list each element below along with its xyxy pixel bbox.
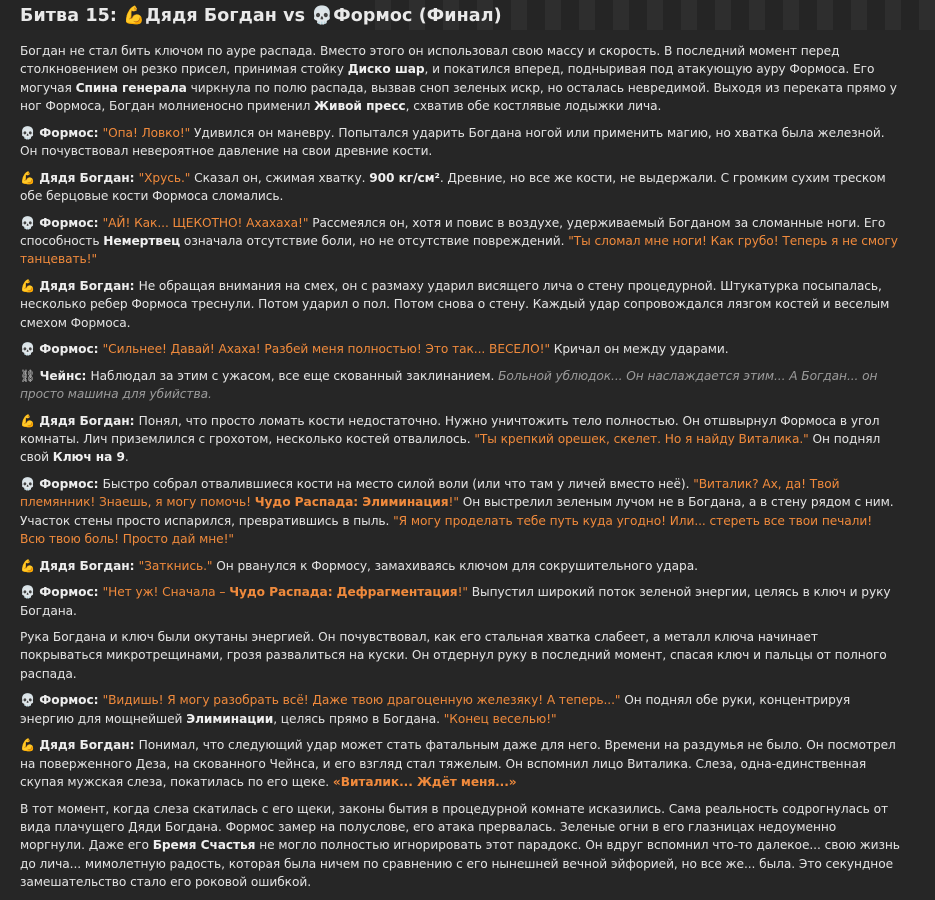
speaker-name: Формос: [35,125,103,140]
text-span: , схватив обе костлявые лодыжки лича. [405,99,662,114]
dialogue-quote: "АЙ! Как... ЩЕКОТНО! Ахахаха!" [102,215,309,230]
muscle-icon: 💪 [20,170,36,185]
bold-term: Ключ на 9 [52,450,125,465]
speaker-name: Формос: [35,342,103,357]
speaker-name: Чейнс: [35,368,91,383]
skull-icon: 💀 [20,125,36,140]
text-span: Богдан не стал бить ключом по ауре распада. Вместо этого он использовал свою массу и скорость. В последний момент перед столкновением он резко присел, принимая стойку [20,44,840,77]
text-span: Кричал он между ударами. [550,342,729,357]
story-paragraph [20,557,900,575]
bold-term: Живой пресс [314,99,406,114]
story-paragraph [20,583,900,620]
bold-term: Спина генерала [75,80,187,95]
bold-term: Бремя Счастья [152,838,256,853]
story-paragraph [20,124,900,161]
text-span: Сказал он, сжимая хватку. [190,170,370,185]
story-paragraph [20,800,900,892]
skull-icon: 💀 [20,585,36,600]
text-span: Выпустил широкий поток зеленой энергии, целясь в ключ и руку Богдана. [20,585,891,618]
dialogue-quote: "Сильнее! Давай! Ахаха! Разбей меня полностью! Это так... ВЕСЕЛО!" [102,342,550,357]
story-body [20,42,900,900]
dialogue-quote: "Видишь! Я могу разобрать всё! Даже твою драгоценную железяку! А теперь..." [102,693,621,708]
text-span: Он поднял обе руки, концентрируя энергию для мощнейшей [20,693,851,726]
text-span: . Древние, но все же кости, не выдержали. С громким сухим треском обе берцовые кости Формоса сломались. [20,170,886,204]
text-span: Он рванулся к Формосу, замахиваясь ключом для сокрушительного удара. [212,558,698,573]
skull-icon: 💀 [20,342,36,357]
dialogue-quote: "Конец веселью!" [443,711,557,726]
battle-title [20,6,502,26]
text-span: , и покатился вперед, подныривая под атакующую ауру Формоса. Его могучая [20,62,875,95]
text-span: не могло полностью игнорировать этот парадокс. Он вдруг вспомнил что-то далекое... свою жизнь до лича... мимолетную радость, которая была ничем по сравнению с его нынешней вечной эйфорией, но все же... была. Это секундное замешательство стало его роковой ошибкой. [20,838,900,890]
speaker-name: Дядя Богдан: [35,413,139,428]
bold-dialogue: Чудо Распада: Дефрагментация [229,585,458,600]
story-paragraph [20,340,900,358]
speaker-name: Формос: [35,693,103,708]
text-span: Удивился он маневру. Попытался ударить Богдана ногой или применить магию, но хватка была железной. Он почувствовал невероятное давление на свои древние кости. [20,125,885,159]
dialogue-quote: "Хрусь." [138,170,191,185]
muscle-icon: 💪 [20,278,36,293]
speaker-name: Дядя Богдан: [35,738,139,753]
dialogue-quote: !" [448,495,459,510]
story-paragraph [20,628,900,683]
speaker-name: Формос: [35,215,103,230]
text-span: чиркнула по полю распада, вызвав сноп зеленых искр, но осталась невредимой. Выходя из переката прямо у ног Формоса, Богдан молниеносно применил [20,80,897,114]
inner-thought: Больной ублюдок... Он наслаждается этим... А Богдан... он просто машина для убийства. [20,368,878,402]
text-span: Рассмеялся он, хотя и повис в воздухе, удерживаемый Богданом за сломанные ноги. Его способность [20,215,886,248]
speaker-name: Дядя Богдан: [35,170,139,185]
story-paragraph [20,691,900,728]
text-span: Не обращая внимания на смех, он с размаху ударил висящего лича о стену процедурной. Штукатурка посыпалась, несколько ребер Формоса треснули. Потом ударил о пол. Потом снова о стену. Каждый удар сопровождался лязгом костей и веселым смехом Формоса. [20,278,890,330]
text-span: , целясь прямо в Богдана. [273,711,444,726]
dialogue-quote: "Опа! Ловко!" [102,125,191,140]
story-paragraph [20,736,900,791]
muscle-icon: 💪 [123,6,146,26]
bold-dialogue: Чудо Распада: Элиминация [254,495,449,510]
story-paragraph [20,42,900,116]
story-paragraph [20,169,900,206]
skull-icon: 💀 [20,476,36,491]
text-span: означала отсутствие боли, но не отсутствие повреждений. [180,233,569,248]
text-span: В тот момент, когда слеза скатилась с его щеки, законы бытия в процедурной комнате исказились. Сама реальность содрогнулась от вида плачущего Дяди Богдана. Формос замер на полуслове, его атака прервалась. Зеленые огни в его глазницах недоуменно моргнули. Даже его [20,801,889,853]
bold-term: Элиминации [186,711,274,726]
skull-icon: 💀 [311,6,334,26]
skull-icon: 💀 [20,215,36,230]
muscle-icon: 💪 [20,413,36,428]
muscle-icon: 💪 [20,738,36,753]
text-span: Понял, что просто ломать кости недостаточно. Нужно уничтожить тело полностью. Он отшвырнул Формоса в угол комнаты. Лич приземлился с грохотом, несколько костей отвалилось. [20,413,880,446]
title-prefix: Битва 15: [20,6,124,26]
text-span: . [124,450,129,465]
skull-icon: 💀 [20,693,36,708]
text-span: Быстро собрал отвалившиеся кости на место силой воли (или что там у личей вместо неё). [102,476,694,491]
dialogue-quote: "Заткнись." [138,558,213,573]
story-paragraph [20,214,900,269]
dialogue-quote: "Ты крепкий орешек, скелет. Но я найду Виталика." [474,431,809,446]
dialogue-quote: "Виталик? Ах, да! Твой племянник! Знаешь, я могу помочь! [20,476,840,510]
dialogue-quote: "Ты сломал мне ноги! Как грубо! Теперь я не смогу танцевать!" [20,233,898,267]
speaker-name: Дядя Богдан: [35,278,139,293]
story-paragraph [20,412,900,467]
text-span: Рука Богдана и ключ были окутаны энергией. Он почувствовал, как его стальная хватка слабеет, а металл ключа начинает покрываться микротрещинами, грозя развалиться на куски. Он отдернул руку в последний момент, спасая ключ и пальцы от полного распада. [20,630,887,681]
title-name-a: Дядя Богдан vs [145,6,312,26]
text-span: Он выстрелил зеленым лучом не в Богдана, а в стену рядом с ним. Участок стены просто испарился, превратившись в пыль. [20,495,894,528]
chains-icon: ⛓ [20,368,36,383]
story-paragraph [20,277,900,332]
dialogue-quote: "Нет уж! Сначала – [102,585,230,600]
bold-term: 900 кг/см² [369,170,440,185]
dialogue-quote: "Я могу проделать тебе путь куда угодно! Или... стереть все твои печали! Всю твою боль! Просто дай мне!" [20,513,873,547]
dialogue-quote: !" [457,585,468,600]
speaker-name: Дядя Богдан: [35,558,139,573]
title-name-b: Формос (Финал) [333,6,502,26]
text-span: Понимал, что следующий удар может стать фатальным даже для него. Времени на раздумья не было. Он посмотрел на поверженного Деза, на скованного Чейнса, и его взгляд стал тяжелым. Он вспомнил лицо Виталика. Слеза, одна-единственная скупая мужская слеза, покатилась по его щеке. [20,738,896,790]
story-paragraph [20,475,900,549]
story-paragraph [20,367,900,404]
text-span: Наблюдал за этим с ужасом, все еще скованный заклинанием. [90,368,499,383]
text-span: Он поднял свой [20,431,881,465]
bold-dialogue: «Виталик... Ждёт меня...» [332,775,517,790]
speaker-name: Формос: [35,476,103,491]
bold-term: Немертвец [103,233,181,248]
speaker-name: Формос: [35,585,103,600]
muscle-icon: 💪 [20,558,36,573]
bold-term: Диско шар [347,62,425,77]
